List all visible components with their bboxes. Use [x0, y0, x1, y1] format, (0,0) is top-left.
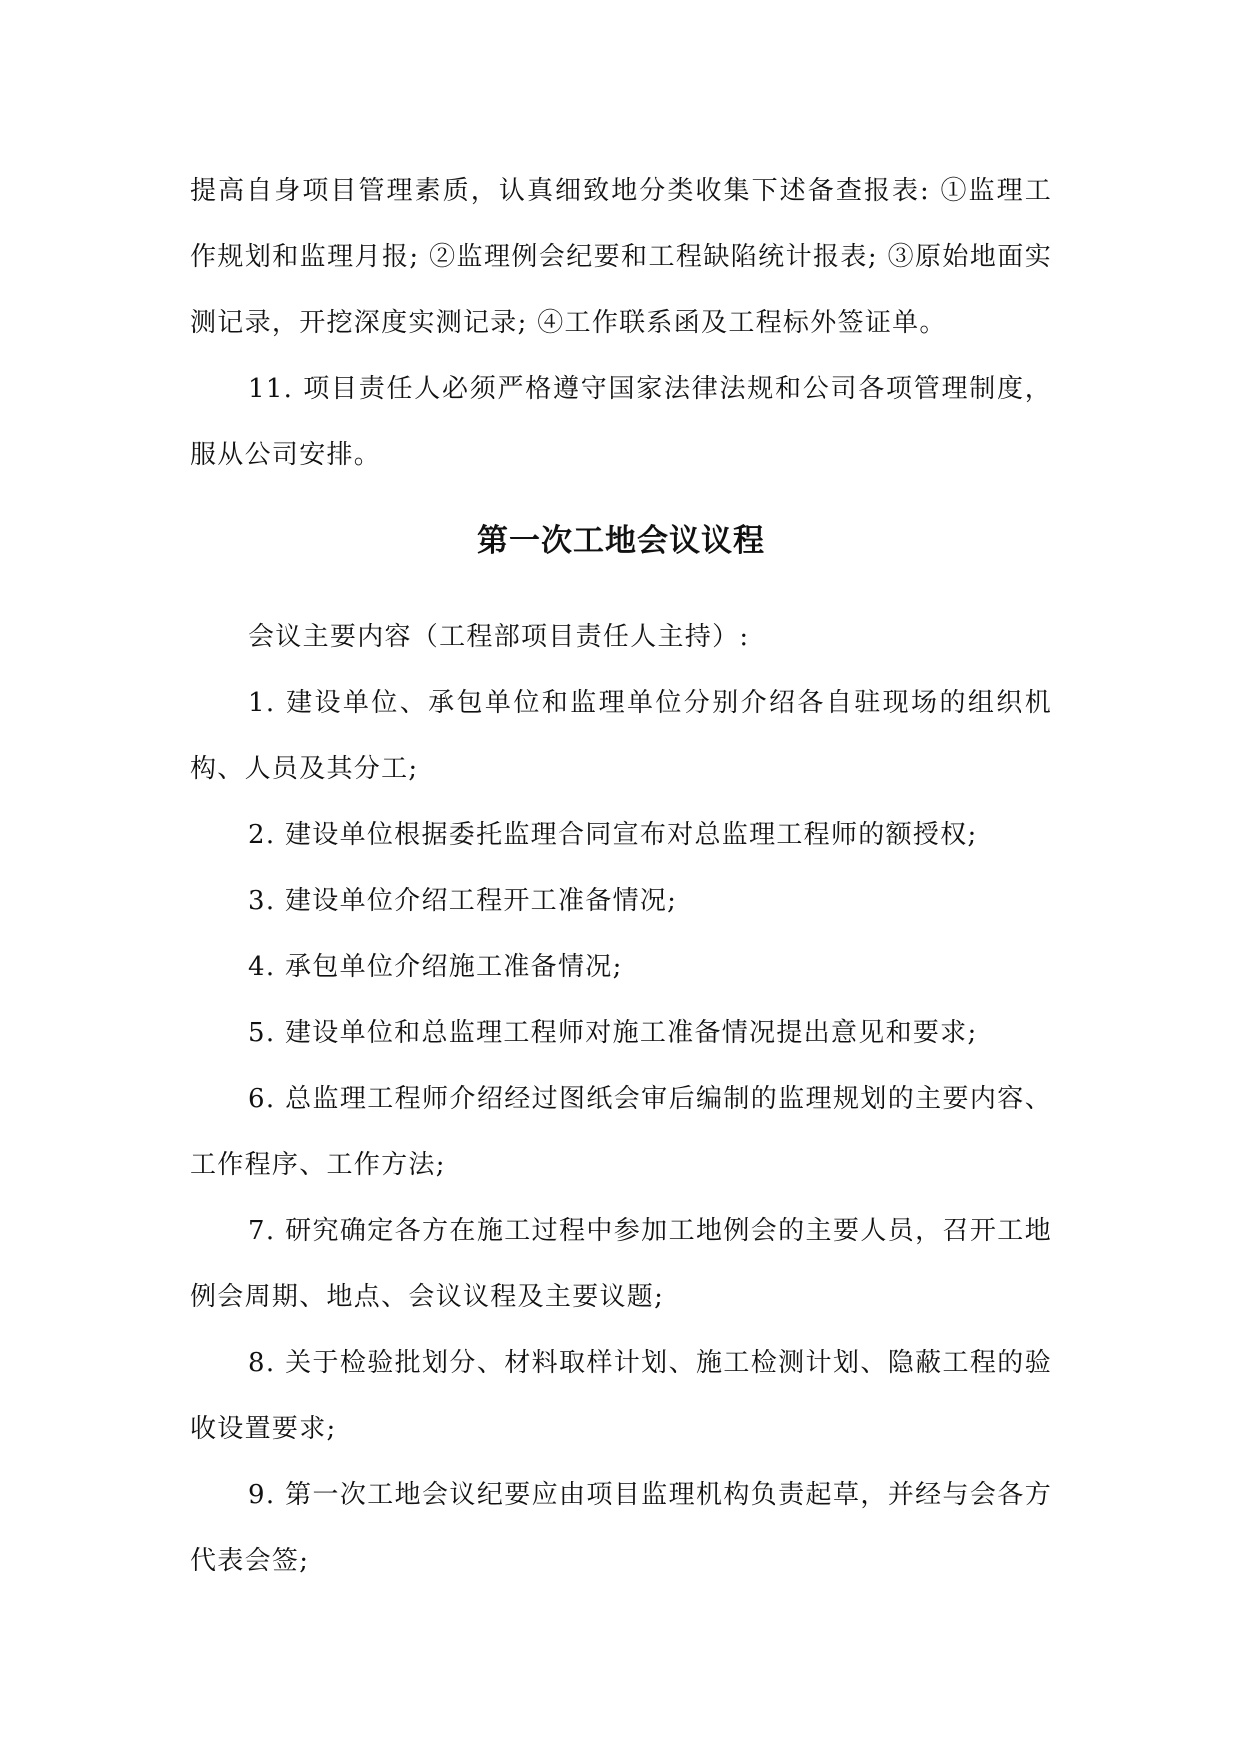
list-item: 2. 建设单位根据委托监理合同宣布对总监理工程师的额授权;	[248, 820, 978, 850]
list-item: 6. 总监理工程师介绍经过图纸会审后编制的监理规划的主要内容、工作程序、工作方法;	[190, 1084, 1052, 1180]
list-item: 9. 第一次工地会议纪要应由项目监理机构负责起草，并经与会各方代表会签;	[190, 1480, 1052, 1576]
document-body	[190, 158, 1052, 1594]
meeting-intro: 会议主要内容（工程部项目责任人主持）:	[248, 622, 750, 652]
paragraph-report-list: 提高自身项目管理素质，认真细致地分类收集下述备查报表: ①监理工作规划和监理月报; ②监理例会纪要和工程缺陷统计报表; ③原始地面实测记录，开挖深度实测记录; ④工作联系函及工程标外签证单。	[190, 176, 1052, 338]
list-item: 4. 承包单位介绍施工准备情况;	[248, 952, 623, 982]
list-item: 5. 建设单位和总监理工程师对施工准备情况提出意见和要求;	[248, 1018, 978, 1048]
list-item: 7. 研究确定各方在施工过程中参加工地例会的主要人员，召开工地例会周期、地点、会议议程及主要议题;	[190, 1216, 1052, 1312]
list-item: 8. 关于检验批划分、材料取样计划、施工检测计划、隐蔽工程的验收设置要求;	[190, 1348, 1052, 1444]
paragraph-item-11: 11. 项目责任人必须严格遵守国家法律法规和公司各项管理制度，服从公司安排。	[190, 374, 1052, 470]
section-title: 第一次工地会议议程	[477, 523, 765, 559]
list-item: 3. 建设单位介绍工程开工准备情况;	[248, 886, 678, 916]
list-item: 1. 建设单位、承包单位和监理单位分别介绍各自驻现场的组织机构、人员及其分工;	[190, 688, 1052, 784]
